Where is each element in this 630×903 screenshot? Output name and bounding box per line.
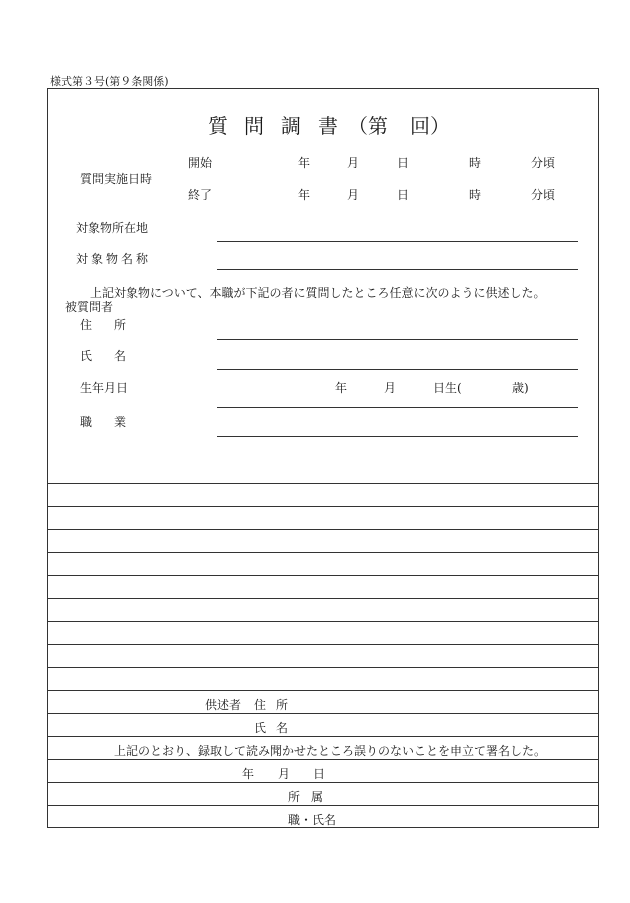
property-name-line[interactable] [217, 269, 578, 270]
statement-line [47, 529, 599, 530]
end-hour: 時 [469, 188, 482, 202]
start-hour: 時 [469, 156, 482, 170]
respondent-address-line[interactable] [217, 339, 578, 340]
statement-line [47, 759, 599, 760]
address-label-char-2: 所 [114, 318, 127, 332]
end-year: 年 [298, 188, 311, 202]
title-char-2: 問 [244, 114, 264, 138]
end-month: 月 [347, 188, 360, 202]
statement-text: 上記対象物について、本職が下記の者に質問したところ任意に次のように供述した。 [90, 286, 546, 300]
end-minute: 分頃 [531, 188, 556, 202]
birth-month: 月 [384, 381, 397, 395]
signature-year: 年 [242, 767, 255, 781]
occupation-label-char-2: 業 [114, 415, 127, 429]
statement-line [47, 506, 599, 507]
statement-line [47, 598, 599, 599]
occupation-label-char-1: 職 [80, 415, 93, 429]
statement-line [47, 713, 599, 714]
birth-label: 生年月日 [80, 381, 129, 395]
deponent-label: 供述者 [205, 698, 242, 712]
title-char-3: 調 [281, 114, 301, 138]
statement-line [47, 552, 599, 553]
affiliation-char-1: 所 [288, 790, 301, 804]
statement-line [47, 736, 599, 737]
start-month: 月 [347, 156, 360, 170]
deponent-address-char-1: 住 [254, 698, 267, 712]
deponent-address-char-2: 所 [276, 698, 289, 712]
end-label: 終了 [188, 188, 213, 202]
respondent-name-line[interactable] [217, 369, 578, 370]
birth-year: 年 [335, 381, 348, 395]
start-day: 日 [397, 156, 410, 170]
title-char-1: 質 [208, 114, 228, 138]
affiliation-char-2: 属 [311, 790, 324, 804]
start-label: 開始 [188, 156, 213, 170]
start-minute: 分頃 [531, 156, 556, 170]
form-frame [47, 88, 599, 828]
name-label-char-1: 氏 [80, 349, 93, 363]
confirmation-text: 上記のとおり、録取して読み聞かせたところ誤りのないことを申立て署名した。 [114, 744, 547, 758]
signature-month: 月 [278, 767, 291, 781]
respondent-birth-line[interactable] [217, 407, 578, 408]
property-location-line[interactable] [217, 241, 578, 242]
statement-line [47, 805, 599, 806]
statement-line [47, 621, 599, 622]
birth-age: 歳) [512, 381, 529, 395]
name-label-char-2: 名 [114, 349, 127, 363]
address-label-char-1: 住 [80, 318, 93, 332]
respondent-occupation-line[interactable] [217, 436, 578, 437]
birth-day: 日生( [433, 381, 462, 395]
official-name-label: 職・氏名 [288, 813, 337, 827]
statement-line [47, 782, 599, 783]
form-number: 様式第３号(第９条関係) [50, 75, 169, 88]
property-name-label: 対象物名称 [76, 252, 152, 266]
deponent-name-char-1: 氏 [254, 721, 267, 735]
signature-day: 日 [313, 767, 326, 781]
statement-line [47, 690, 599, 691]
statement-line [47, 667, 599, 668]
statement-line [47, 575, 599, 576]
title-char-4: 書 [318, 114, 338, 138]
session-label: 質問実施日時 [80, 172, 153, 186]
title-char-5: （第 [348, 114, 388, 138]
start-year: 年 [298, 156, 311, 170]
respondent-section-label: 被質問者 [65, 300, 114, 314]
property-location-label: 対象物所在地 [76, 221, 149, 235]
end-day: 日 [397, 188, 410, 202]
title-char-6: 回） [410, 114, 450, 138]
statement-line [47, 483, 599, 484]
statement-line [47, 644, 599, 645]
deponent-name-char-2: 名 [276, 721, 289, 735]
